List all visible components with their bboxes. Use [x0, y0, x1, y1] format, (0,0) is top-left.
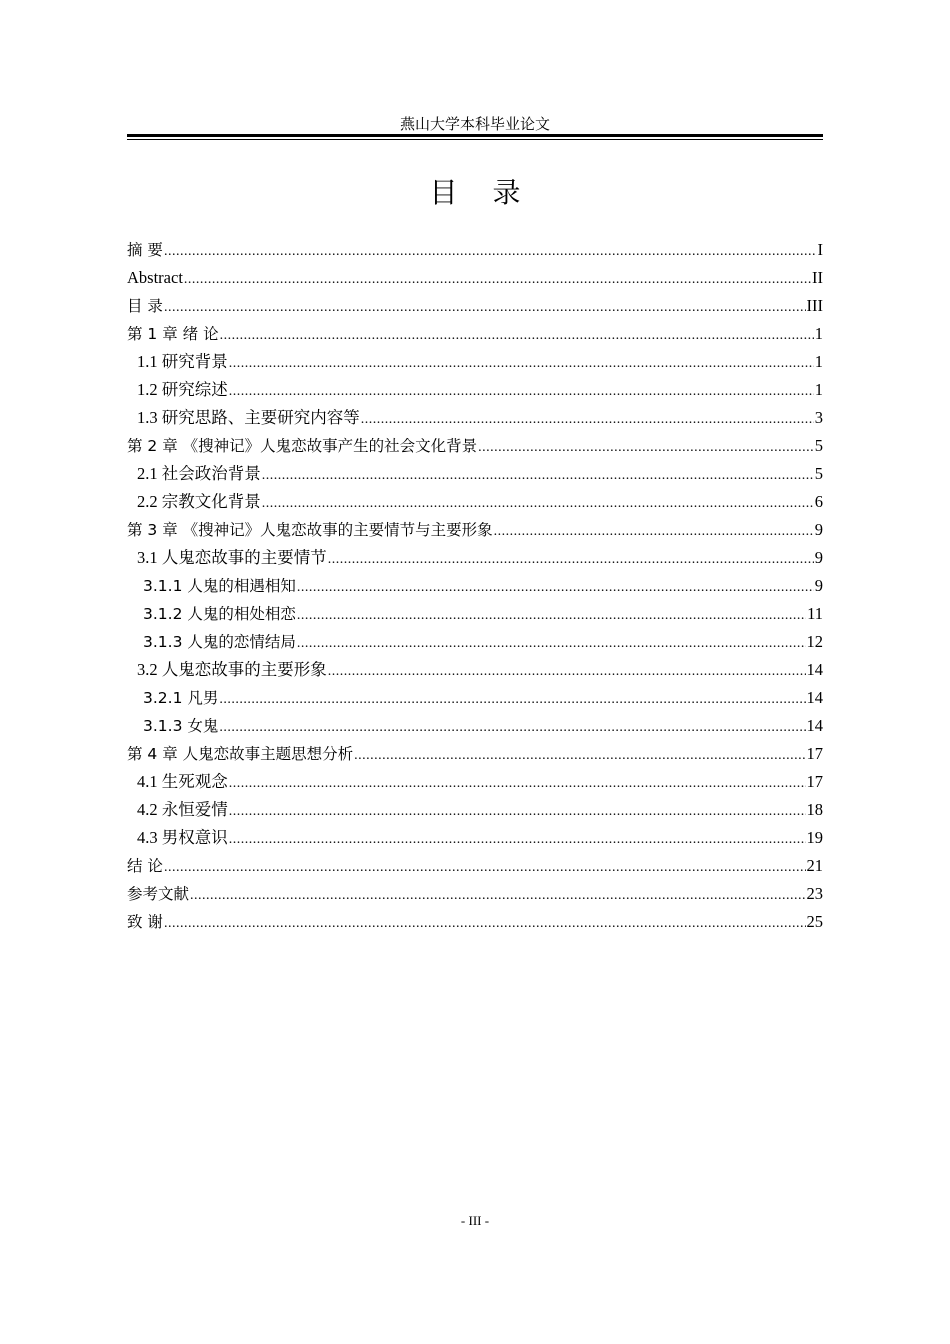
toc-entry-subsection-3-1-2[interactable]	[127, 600, 823, 628]
toc-entry-section-2-1[interactable]	[127, 460, 823, 488]
toc-entry-label: 1.2 研究综述	[137, 380, 228, 399]
toc-leader-dots	[164, 854, 806, 882]
page-number: - III -	[460, 1213, 490, 1228]
toc-entry-page: 14	[806, 660, 823, 679]
toc-entry-references[interactable]	[127, 880, 823, 908]
toc-leader-dots	[184, 266, 811, 294]
toc-entry-page: 17	[806, 772, 823, 791]
toc-entry-page: 9	[814, 548, 823, 567]
toc-entry-page: 9	[814, 576, 823, 595]
toc-leader-dots	[164, 238, 817, 266]
toc-leader-dots	[297, 574, 814, 602]
toc-leader-dots	[229, 770, 806, 798]
toc-leader-dots	[262, 462, 814, 490]
toc-entry-section-3-2[interactable]	[127, 656, 823, 684]
toc-leader-dots	[219, 714, 805, 742]
toc-entry-label: 3.2.1 凡男	[143, 689, 219, 707]
toc-leader-dots	[494, 518, 814, 546]
toc-entry-section-1-1[interactable]	[127, 348, 823, 376]
toc-entry-abstract-cn[interactable]	[127, 236, 823, 264]
toc-entry-section-4-1[interactable]	[127, 768, 823, 796]
toc-entry-label: 3.1.1 人鬼的相遇相知	[143, 577, 296, 595]
toc-entry-contents[interactable]	[127, 292, 823, 320]
toc-entry-label: 2.2 宗教文化背景	[137, 492, 261, 511]
toc-entry-subsection-3-2-2[interactable]	[127, 712, 823, 740]
toc-entry-label: 结 论	[127, 857, 163, 875]
toc-entry-label: 1.3 研究思路、主要研究内容等	[137, 408, 360, 427]
toc-leader-dots	[229, 378, 814, 406]
toc-entry-section-2-2[interactable]	[127, 488, 823, 516]
toc-entry-page: 23	[806, 884, 823, 903]
toc-leader-dots	[297, 630, 806, 658]
toc-entry-page: 9	[814, 520, 823, 539]
toc-entry-page: 6	[814, 492, 823, 511]
toc-entry-label: 3.1.2 人鬼的相处相恋	[143, 605, 296, 623]
toc-entry-label: 目 录	[127, 297, 163, 315]
toc-entry-label: 4.1 生死观念	[137, 772, 228, 791]
toc-entry-page: 25	[806, 912, 823, 931]
toc-entry-label: 第 1 章 绪 论	[127, 325, 219, 343]
toc-entry-label: 致 谢	[127, 913, 163, 931]
toc-entry-label: 参考文献	[127, 885, 190, 903]
toc-leader-dots	[164, 294, 806, 322]
toc-entry-subsection-3-2-1[interactable]	[127, 684, 823, 712]
toc-entry-acknowledgements[interactable]	[127, 908, 823, 936]
toc-entry-page: III	[806, 296, 823, 315]
toc-entry-section-4-3[interactable]	[127, 824, 823, 852]
running-header: 燕山大学本科毕业论文	[399, 117, 550, 133]
toc-entry-section-3-1[interactable]	[127, 544, 823, 572]
toc-entry-page: 5	[814, 464, 823, 483]
toc-entry-page: 17	[806, 744, 823, 763]
toc-leader-dots	[229, 826, 806, 854]
toc-entry-label: 3.1.3 人鬼的恋情结局	[143, 633, 296, 651]
table-of-contents	[127, 236, 823, 936]
toc-entry-label: 第 3 章 《搜神记》人鬼恋故事的主要情节与主要形象	[127, 521, 493, 539]
toc-leader-dots	[229, 798, 806, 826]
toc-entry-page: 11	[807, 604, 823, 623]
toc-entry-section-1-3[interactable]	[127, 404, 823, 432]
toc-entry-label: 4.3 男权意识	[137, 828, 228, 847]
toc-entry-page: 1	[814, 380, 823, 399]
toc-entry-label: 1.1 研究背景	[137, 352, 228, 371]
toc-entry-label: 摘 要	[127, 241, 163, 259]
toc-entry-page: 21	[806, 856, 823, 875]
toc-entry-label: 3.1 人鬼恋故事的主要情节	[137, 548, 327, 567]
toc-leader-dots	[354, 742, 805, 770]
toc-title: 目 录	[429, 178, 535, 209]
toc-entry-page: 14	[806, 688, 823, 707]
header-rule-thick	[127, 134, 823, 137]
toc-entry-chapter-1[interactable]	[127, 320, 823, 348]
toc-leader-dots	[297, 602, 806, 630]
toc-entry-section-1-2[interactable]	[127, 376, 823, 404]
header-rule-thin	[127, 139, 823, 140]
toc-entry-label: 第 4 章 人鬼恋故事主题思想分析	[127, 745, 354, 763]
toc-entry-label: 2.1 社会政治背景	[137, 464, 261, 483]
toc-leader-dots	[361, 406, 814, 434]
toc-entry-page: II	[812, 268, 823, 287]
toc-entry-page: 19	[806, 828, 823, 847]
toc-leader-dots	[164, 910, 806, 938]
toc-leader-dots	[328, 658, 806, 686]
toc-leader-dots	[190, 882, 805, 910]
toc-leader-dots	[229, 350, 814, 378]
toc-entry-section-4-2[interactable]	[127, 796, 823, 824]
toc-entry-label: 3.2 人鬼恋故事的主要形象	[137, 660, 327, 679]
toc-entry-page: I	[817, 240, 823, 259]
toc-entry-conclusion[interactable]	[127, 852, 823, 880]
toc-leader-dots	[220, 322, 814, 350]
toc-leader-dots	[328, 546, 814, 574]
toc-entry-page: 14	[806, 716, 823, 735]
toc-entry-chapter-2[interactable]	[127, 432, 823, 460]
toc-leader-dots	[262, 490, 814, 518]
toc-entry-label: 3.1.3 女鬼	[143, 717, 219, 735]
toc-entry-chapter-4[interactable]	[127, 740, 823, 768]
toc-entry-subsection-3-1-1[interactable]	[127, 572, 823, 600]
toc-entry-page: 5	[814, 436, 823, 455]
toc-entry-label: 第 2 章 《搜神记》人鬼恋故事产生的社会文化背景	[127, 437, 478, 455]
toc-entry-page: 12	[806, 632, 823, 651]
toc-entry-page: 3	[814, 408, 823, 427]
toc-entry-page: 1	[814, 324, 823, 343]
toc-entry-label: Abstract	[127, 268, 183, 287]
toc-entry-page: 1	[814, 352, 823, 371]
toc-entry-label: 4.2 永恒爱情	[137, 800, 228, 819]
toc-leader-dots	[219, 686, 805, 714]
toc-entry-subsection-3-1-3[interactable]	[127, 628, 823, 656]
toc-entry-chapter-3[interactable]	[127, 516, 823, 544]
toc-entry-page: 18	[806, 800, 823, 819]
toc-entry-abstract-en[interactable]	[127, 264, 823, 292]
toc-leader-dots	[478, 434, 814, 462]
